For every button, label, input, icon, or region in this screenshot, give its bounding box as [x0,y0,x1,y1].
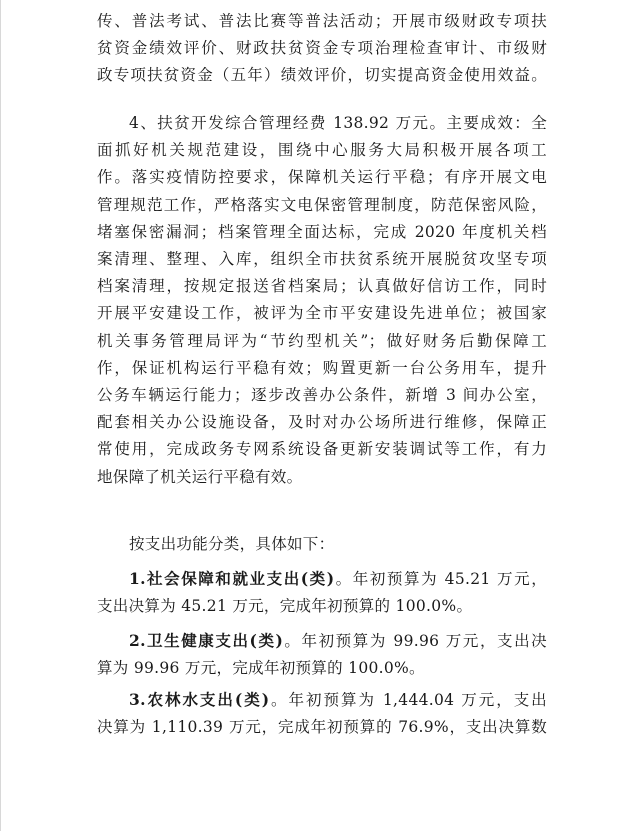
text-line: 算为 99.96 万元，完成年初预算的 100.0%。 [97,659,425,678]
text-line: 作，保证机构运行平稳有效；购置更新一台公务用车，提升 [97,358,547,377]
text-line: 贫资金绩效评价、财政扶贫资金专项治理检查审计、市级财 [97,39,547,58]
paragraph-functional-classification [97,531,547,558]
paragraph-social-security [97,565,547,620]
item-heading: 1.社会保障和就业支出(类) [129,569,335,588]
text-line [97,686,547,714]
text-line: 档案清理，按规定报送省档案局；认真做好信访工作，同时 [97,277,547,296]
text-line: 公务车辆运行能力；逐步改善办公条件，新增 3 间办公室， [97,386,547,405]
text-line: 决算为 1,110.39 万元，完成年初预算的 76.9%，支出决算数 [97,718,547,737]
text-line: 政专项扶贫资金（五年）绩效评价，切实提高资金使用效益。 [97,66,547,85]
item-text: 。年初预算为 1,444.04 万元，支出 [269,691,547,709]
paragraph-continuation [97,8,547,90]
text-line: 面抓好机关规范建设，围绕中心服务大局积极开展各项工 [97,141,547,160]
text-line: 开展平安建设工作，被评为全市平安建设先进单位；被国家 [97,304,547,323]
paragraph-agriculture [97,686,547,741]
text-line: 机关事务管理局评为“节约型机关”；做好财务后勤保障工 [97,331,547,350]
text-line: 管理规范工作，严格落实文电保密管理制度，防范保密风险， [97,195,547,214]
text-line: 按支出功能分类，具体如下： [129,535,335,553]
text-line [97,627,547,655]
item-heading: 3.农林水支出(类) [129,690,270,709]
text-line: 地保障了机关运行平稳有效。 [97,467,303,486]
paragraph-health [97,627,547,682]
text-line: 配套相关办公设施设备，及时对办公场所进行维修，保障正 [97,413,547,432]
text-line: 4、扶贫开发综合管理经费 138.92 万元。主要成效：全 [129,114,547,132]
text-line [97,565,547,593]
text-line: 堵塞保密漏洞；档案管理全面达标，完成 2020 年度机关档 [97,222,547,241]
text-line: 传、普法考试、普法比赛等普法活动；开展市级财政专项扶 [97,12,547,30]
item-heading: 2.卫生健康支出(类) [129,631,284,650]
text-line: 支出决算为 45.21 万元，完成年初预算的 100.0%。 [97,597,473,616]
text-line: 案清理、整理、入库，组织全市扶贫系统开展脱贫攻坚专项 [97,250,547,269]
item-text: 。年初预算为 99.96 万元，支出决 [283,632,547,650]
text-line: 常使用，完成政务专网系统设备更新安装调试等工作，有力 [97,440,547,459]
item-text: 。年初预算为 45.21 万元， [334,570,547,588]
paragraph-management-funds [97,110,547,491]
text-line: 作。落实疫情防控要求，保障机关运行平稳；有序开展文电 [97,168,547,187]
